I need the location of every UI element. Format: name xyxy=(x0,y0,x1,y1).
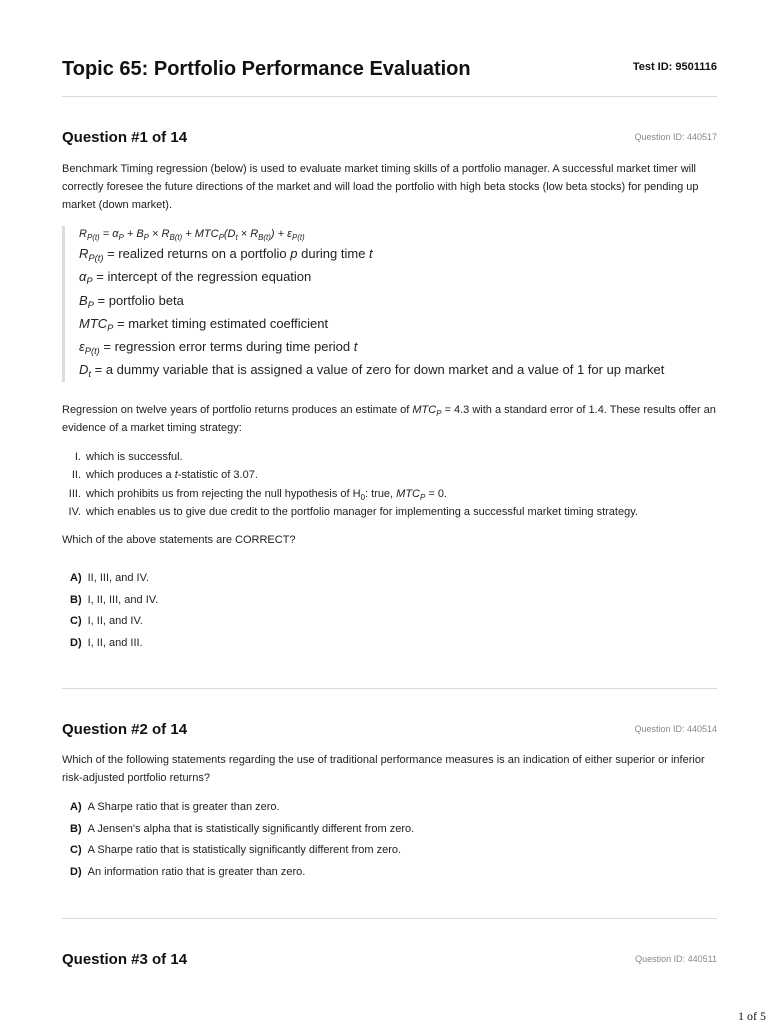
question-divider xyxy=(62,918,717,919)
statement-item: III. which prohibits us from rejecting the null hypothesis of $H_0$: true, $MTC_P = 0$. xyxy=(68,487,447,502)
question-2-id: Question ID: 440514 xyxy=(634,724,717,734)
question-1-header xyxy=(62,129,717,151)
answer-option-b[interactable]: B) A Jensen's alpha that is statistically significantly different from zero. xyxy=(70,822,415,835)
question-1-options xyxy=(70,568,710,654)
page-number: 1 of 5 xyxy=(738,1009,766,1023)
answer-option-d[interactable]: D) An information ratio that is greater than zero. xyxy=(70,865,306,878)
page-title: Topic 65: Portfolio Performance Evaluation xyxy=(62,58,471,80)
document-header xyxy=(62,56,717,86)
definition-error: $\varepsilon_{P(t)}$ = regression error terms during time period t xyxy=(79,339,358,357)
answer-option-b[interactable]: B) I, II, III, and IV. xyxy=(70,593,159,606)
question-2-title: Question #2 of 14 xyxy=(62,721,188,738)
statement-item: IV. which enables us to give due credit to the portfolio manager for implementing a successful market timing strategy. xyxy=(68,505,638,518)
answer-option-a[interactable]: A) A Sharpe ratio that is greater than zero. xyxy=(70,801,280,813)
question-3-title: Question #3 of 14 xyxy=(62,951,188,968)
question-1-body: Regression on twelve years of portfolio returns produces an estimate of $MTC_P = 4.3$ with a standard error of 1.4. These results offer an evidence of a market timing strategy: xyxy=(62,404,716,434)
question-3-header xyxy=(62,951,717,973)
answer-option-c[interactable]: C) I, II, and IV. xyxy=(70,615,143,627)
question-3-id: Question ID: 440511 xyxy=(635,954,717,964)
statement-item: I. which is successful. xyxy=(74,451,183,463)
definition-dummy: $D_t = a$ dummy variable that is assigned a value of zero for down market and a value of 1 for up market xyxy=(79,362,665,380)
question-divider xyxy=(62,688,717,689)
header-divider xyxy=(62,96,717,97)
regression-equation: $R_{P(t)} = \alpha_P + B_P \times R_{B(t)} + MTC_P(D_t \times R_{B(t)}) + \varepsilon_{P(t)}$ xyxy=(79,228,305,242)
definition-mtc: $MTC_P$ = market timing estimated coefficient xyxy=(79,315,329,333)
statement-item: II. which produces a t-statistic of 3.07. xyxy=(71,469,258,482)
question-1-intro: Benchmark Timing regression (below) is used to evaluate market timing skills of a portfolio manager. A successful market timer will correctly foresee the future directions of the market and will load the portfolio with high beta stocks (low beta stocks) for pending up market (down market). xyxy=(62,163,699,211)
question-1-id: Question ID: 440517 xyxy=(634,132,717,142)
question-2-options xyxy=(70,797,710,883)
definition-return: $R_{P(t)}$ = realized returns on a portfolio p during time t xyxy=(79,246,373,263)
test-id: Test ID: 9501116 xyxy=(632,61,717,73)
statement-list xyxy=(62,448,717,521)
regression-formula-block xyxy=(62,226,719,382)
question-1-prompt: Which of the above statements are CORRECT? xyxy=(62,534,296,546)
answer-option-d[interactable]: D) I, II, and III. xyxy=(70,636,143,649)
definition-alpha: $\alpha_P$ = intercept of the regression equation xyxy=(79,269,312,287)
answer-option-c[interactable]: C) A Sharpe ratio that is statistically significantly different from zero. xyxy=(70,844,402,856)
answer-option-a[interactable]: A) II, III, and IV. xyxy=(70,572,149,584)
definition-beta: $B_P$ = portfolio beta xyxy=(79,292,184,310)
question-2-intro: Which of the following statements regarding the use of traditional performance measures is an indication of either superior or inferior risk-adjusted portfolio returns? xyxy=(62,754,705,784)
question-2-header xyxy=(62,721,717,743)
question-1-title: Question #1 of 14 xyxy=(62,129,188,146)
